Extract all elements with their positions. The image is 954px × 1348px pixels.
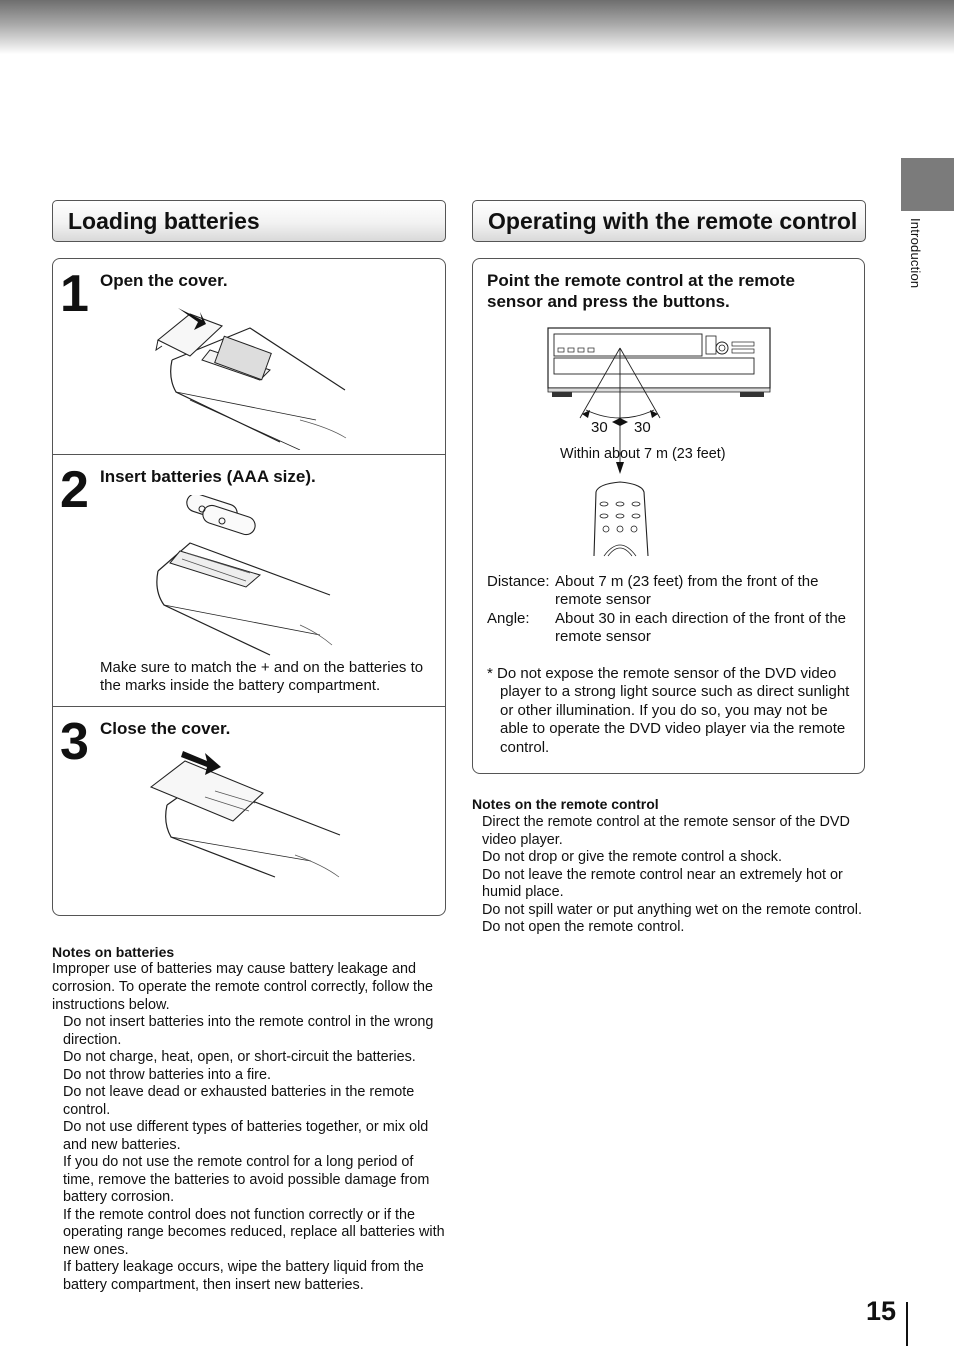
list-item: If the remote control does not function correctly or if the operating range becomes reduced, replace all batteries with new ones. (63, 1206, 445, 1258)
list-item: If battery leakage occurs, wipe the battery liquid from the battery compartment, then insert new batteries. (63, 1259, 424, 1293)
range-label: Within about 7 m (23 feet) (560, 446, 726, 462)
angle-value: About 30 in each direction of the front of the remote sensor (555, 610, 847, 646)
distance-spec (487, 573, 857, 611)
step-3-title: Close the cover. (100, 719, 231, 738)
sensor-caution: * Do not expose the remote sensor of the DVD video player to a strong light source such as direct sunlight or other illumination. If you do so, you may not be able to operate the DVD video player via the remote control. (487, 665, 850, 756)
list-item: Direct the remote control at the remote sensor of the DVD video player. (482, 814, 850, 848)
battery-notes-intro: Improper use of batteries may cause battery leakage and corrosion. To operate the remote control correctly, follow the instructions below. (52, 961, 433, 1013)
distance-label: Distance: (487, 573, 550, 590)
angle-spec (487, 610, 857, 648)
step-3-number: 3 (60, 713, 89, 771)
loading-batteries-title: Loading batteries (68, 208, 260, 234)
loading-batteries-header (52, 200, 446, 242)
angle-label: Angle: (487, 610, 530, 627)
list-item: Do not insert batteries into the remote control in the wrong direction. (63, 1014, 434, 1048)
list-item: Do not use different types of batteries together, or mix old and new batteries. (63, 1119, 429, 1153)
list-item: Do not charge, heat, open, or short-circuit the batteries. (63, 1049, 416, 1065)
step-1-title: Open the cover. (100, 271, 228, 290)
angle-left-label: 30 (591, 419, 608, 436)
list-item: Do not leave dead or exhausted batteries in the remote control. (63, 1084, 415, 1118)
step-divider (53, 454, 445, 455)
page-number: 15 (866, 1296, 897, 1326)
header-band (0, 0, 954, 54)
list-item: Do not throw batteries into a fire. (63, 1066, 271, 1083)
list-item: Do not leave the remote control near an extremely hot or humid place. (482, 866, 843, 900)
remote-notes-list (482, 814, 866, 937)
distance-value: About 7 m (23 feet) from the front of the remote sensor (555, 573, 819, 609)
battery-polarity-note: Make sure to match the + and on the batteries to the marks inside the battery compartment. (100, 659, 424, 695)
remote-range-diagram (540, 322, 780, 562)
section-tab-label: Introduction (908, 218, 923, 289)
angle-right-label: 30 (634, 419, 651, 436)
remote-instruction: Point the remote control at the remote sensor and press the buttons. (487, 271, 795, 311)
step-2-number: 2 (60, 461, 89, 519)
page-number-rule (906, 1302, 908, 1346)
open-cover-illustration (150, 300, 350, 450)
insert-batteries-illustration (150, 495, 340, 660)
list-item: Do not spill water or put anything wet on the remote control. (482, 901, 862, 918)
battery-notes-list (63, 1014, 447, 1294)
close-cover-illustration (145, 745, 345, 885)
step-2-title: Insert batteries (AAA size). (100, 467, 316, 486)
section-tab (901, 158, 954, 211)
remote-control-title: Operating with the remote control (488, 208, 858, 234)
list-item: If you do not use the remote control for a long period of time, remove the batteries to avoid possible damage from battery corrosion. (63, 1154, 430, 1205)
step-divider (53, 706, 445, 707)
remote-notes-title: Notes on the remote control (472, 796, 659, 812)
list-item: Do not open the remote control. (482, 919, 685, 935)
battery-notes-title: Notes on batteries (52, 944, 175, 960)
remote-control-header (472, 200, 866, 242)
step-1-number: 1 (60, 265, 89, 323)
list-item: Do not drop or give the remote control a shock. (482, 849, 782, 865)
